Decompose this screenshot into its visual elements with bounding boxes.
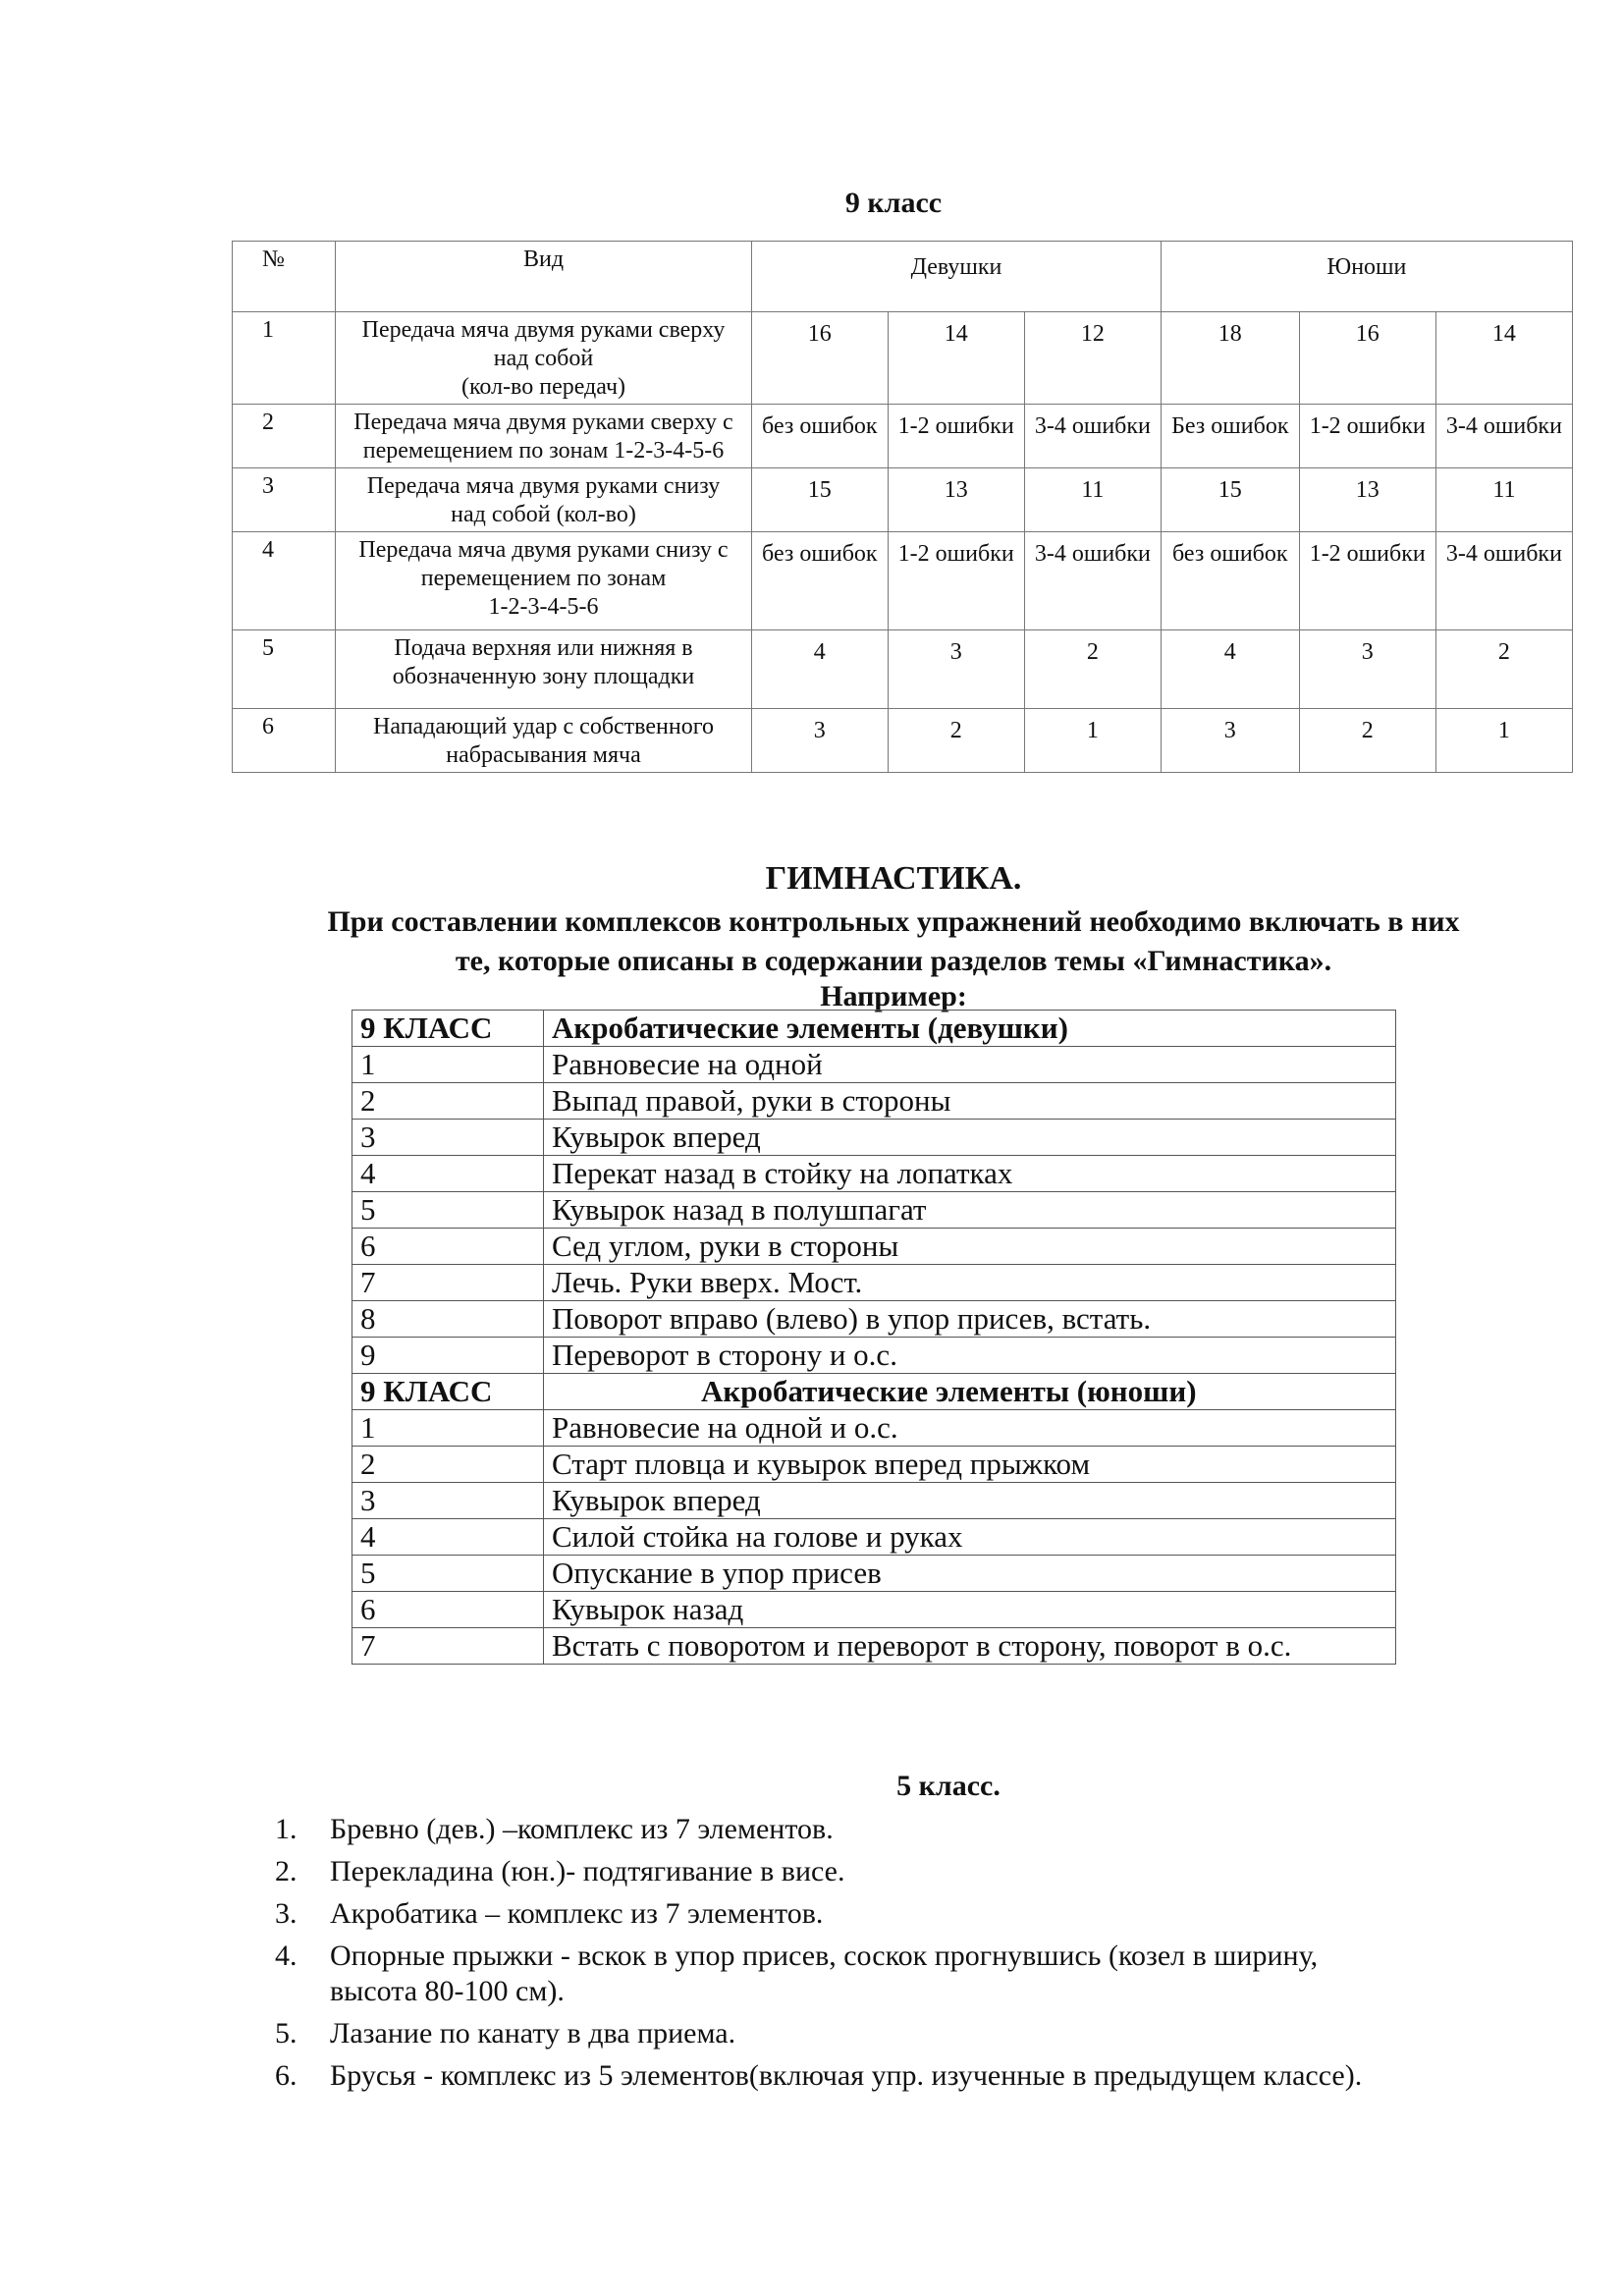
table-row — [233, 468, 1573, 532]
row-kind — [336, 312, 752, 405]
value-cell: 2 — [1024, 630, 1161, 709]
row-kind-line: 1-2-3-4-5-6 — [488, 594, 599, 620]
item-text: Кувырок вперед — [544, 1483, 1396, 1519]
list-item — [275, 1854, 1532, 1889]
value-cell: 18 — [1161, 312, 1299, 405]
class-label: 9 КЛАСС — [352, 1374, 544, 1410]
row-num: 1 — [233, 312, 336, 405]
list-item-number: 6. — [275, 2059, 298, 2092]
table-row — [233, 709, 1573, 773]
value-cell: без ошибок — [1161, 532, 1299, 630]
item-text: Кувырок вперед — [544, 1120, 1396, 1156]
item-text: Поворот вправо (влево) в упор присев, встать. — [544, 1301, 1396, 1338]
example-label: Например: — [820, 980, 967, 1012]
acrobatics-row — [352, 1156, 1396, 1192]
acrobatics-row — [352, 1120, 1396, 1156]
acrobatics-heading: Акробатические элементы (юноши) — [544, 1374, 1396, 1410]
value-cell: 14 — [1435, 312, 1572, 405]
acrobatics-row — [352, 1483, 1396, 1519]
value-cell: 3 — [1299, 630, 1435, 709]
header-kind: Вид — [336, 242, 752, 312]
row-kind-line: над собой (кол-во) — [451, 502, 636, 527]
list-item-number: 5. — [275, 2017, 298, 2050]
value-cell: 3-4 ошибки — [1435, 405, 1572, 468]
item-text: Равновесие на одной и о.с. — [544, 1410, 1396, 1447]
value-cell: 3 — [1161, 709, 1299, 773]
acrobatics-row — [352, 1192, 1396, 1229]
item-number: 4 — [352, 1156, 544, 1192]
item-number: 1 — [352, 1047, 544, 1083]
value-cell: 1 — [1024, 709, 1161, 773]
acrobatics-row — [352, 1556, 1396, 1592]
value-cell: 11 — [1024, 468, 1161, 532]
gymnastics-title: ГИМНАСТИКА. — [765, 860, 1022, 897]
class-label: 9 КЛАСС — [352, 1011, 544, 1047]
value-cell: 11 — [1435, 468, 1572, 532]
list-item-number: 2. — [275, 1855, 298, 1887]
acrobatics-header-boys — [352, 1374, 1396, 1410]
volleyball-norms-table — [232, 241, 1573, 773]
row-kind — [336, 468, 752, 532]
list-item-number: 1. — [275, 1813, 298, 1845]
item-number: 3 — [352, 1120, 544, 1156]
row-kind-line: над собой — [493, 346, 594, 371]
value-cell: 16 — [752, 312, 889, 405]
row-num: 2 — [233, 405, 336, 468]
table-row — [233, 312, 1573, 405]
value-cell: 3-4 ошибки — [1024, 405, 1161, 468]
value-cell: 16 — [1299, 312, 1435, 405]
row-kind — [336, 630, 752, 709]
row-kind — [336, 405, 752, 468]
row-num: 5 — [233, 630, 336, 709]
item-number: 4 — [352, 1519, 544, 1556]
list-item-number: 4. — [275, 1940, 298, 1972]
row-kind-line: Передача мяча двумя руками снизу — [366, 473, 721, 499]
row-kind-line: Передача мяча двумя руками снизу с — [358, 537, 729, 563]
item-number: 5 — [352, 1192, 544, 1229]
header-girls: Девушки — [752, 242, 1162, 312]
row-kind-line: набрасывания мяча — [446, 742, 641, 768]
row-kind — [336, 709, 752, 773]
value-cell: 1 — [1435, 709, 1572, 773]
table-row — [233, 630, 1573, 709]
item-text: Равновесие на одной — [544, 1047, 1396, 1083]
row-kind-line: (кол-во передач) — [460, 374, 626, 400]
gymnastics-intro-line2: те, которые описаны в содержании разделов темы «Гимнастика». — [455, 945, 1332, 977]
list-item-line: Акробатика – комплекс из 7 элементов. — [330, 1897, 824, 1930]
row-num: 4 — [233, 532, 336, 630]
item-number: 6 — [352, 1592, 544, 1628]
value-cell: 14 — [888, 312, 1024, 405]
table-header-row — [233, 242, 1573, 312]
value-cell: 2 — [1435, 630, 1572, 709]
list-item — [275, 2016, 1532, 2051]
gymnastics-intro-line1: При составлении комплексов контрольных упражнений необходимо включать в них — [327, 905, 1460, 938]
acrobatics-header-girls — [352, 1011, 1396, 1047]
row-kind-line: Передача мяча двумя руками сверху — [361, 317, 726, 343]
value-cell: без ошибок — [752, 532, 889, 630]
acrobatics-heading: Акробатические элементы (девушки) — [544, 1011, 1396, 1047]
acrobatics-row — [352, 1265, 1396, 1301]
item-text: Кувырок назад в полушпагат — [544, 1192, 1396, 1229]
row-kind — [336, 532, 752, 630]
value-cell: 13 — [1299, 468, 1435, 532]
value-cell: 1-2 ошибки — [888, 405, 1024, 468]
list-item — [275, 1812, 1532, 1847]
item-number: 3 — [352, 1483, 544, 1519]
value-cell: 4 — [1161, 630, 1299, 709]
item-text: Перекат назад в стойку на лопатках — [544, 1156, 1396, 1192]
row-kind-line: перемещением по зонам 1-2-3-4-5-6 — [362, 438, 725, 464]
value-cell: 4 — [752, 630, 889, 709]
value-cell: 3-4 ошибки — [1435, 532, 1572, 630]
item-number: 7 — [352, 1628, 544, 1665]
list-item-line: Опорные прыжки - вскок в упор присев, соскок прогнувшись (козел в ширину, — [330, 1940, 1319, 1972]
item-number: 9 — [352, 1338, 544, 1374]
value-cell: 13 — [888, 468, 1024, 532]
item-text: Выпад правой, руки в стороны — [544, 1083, 1396, 1120]
item-number: 2 — [352, 1447, 544, 1483]
row-num: 6 — [233, 709, 336, 773]
acrobatics-row — [352, 1592, 1396, 1628]
acrobatics-row — [352, 1628, 1396, 1665]
row-num: 3 — [233, 468, 336, 532]
acrobatics-row — [352, 1338, 1396, 1374]
row-kind-line: Передача мяча двумя руками сверху с — [353, 410, 733, 435]
row-kind-line: обозначенную зону площадки — [392, 664, 695, 689]
item-number: 1 — [352, 1410, 544, 1447]
acrobatics-row — [352, 1410, 1396, 1447]
value-cell: 3 — [752, 709, 889, 773]
list-item-line: Бревно (дев.) –комплекс из 7 элементов. — [330, 1813, 834, 1845]
list-item-line: Лазание по канату в два приема. — [330, 2017, 736, 2050]
value-cell: 12 — [1024, 312, 1161, 405]
value-cell: 15 — [1161, 468, 1299, 532]
acrobatics-table — [352, 1010, 1396, 1665]
table-row — [233, 405, 1573, 468]
row-kind-line: Подача верхняя или нижняя в — [394, 635, 693, 661]
value-cell: 1-2 ошибки — [1299, 405, 1435, 468]
value-cell: 1-2 ошибки — [1299, 532, 1435, 630]
list-item-line: Брусья - комплекс из 5 элементов(включая упр. изученные в предыдущем классе). — [330, 2059, 1363, 2092]
list-item-line: высота 80-100 см). — [330, 1975, 565, 2007]
item-text: Встать с поворотом и переворот в сторону, поворот в о.с. — [544, 1628, 1396, 1665]
value-cell: 2 — [1299, 709, 1435, 773]
list-item — [275, 1896, 1532, 1932]
value-cell: 3-4 ошибки — [1024, 532, 1161, 630]
acrobatics-row — [352, 1047, 1396, 1083]
list-item-line: Перекладина (юн.)- подтягивание в висе. — [330, 1855, 845, 1887]
value-cell: 3 — [888, 630, 1024, 709]
item-text: Переворот в сторону и о.с. — [544, 1338, 1396, 1374]
list-item — [275, 1939, 1532, 2009]
section-title-9-class: 9 класс — [844, 187, 943, 219]
item-text: Лечь. Руки вверх. Мост. — [544, 1265, 1396, 1301]
item-text: Опускание в упор присев — [544, 1556, 1396, 1592]
table-row — [233, 532, 1573, 630]
item-number: 8 — [352, 1301, 544, 1338]
item-number: 2 — [352, 1083, 544, 1120]
acrobatics-row — [352, 1229, 1396, 1265]
row-kind-line: Нападающий удар с собственного — [373, 714, 714, 739]
value-cell: без ошибок — [752, 405, 889, 468]
value-cell: 15 — [752, 468, 889, 532]
list-item-number: 3. — [275, 1897, 298, 1930]
value-cell: 1-2 ошибки — [888, 532, 1024, 630]
item-text: Сед углом, руки в стороны — [544, 1229, 1396, 1265]
acrobatics-row — [352, 1083, 1396, 1120]
item-number: 7 — [352, 1265, 544, 1301]
acrobatics-row — [352, 1447, 1396, 1483]
value-cell: 2 — [888, 709, 1024, 773]
header-boys: Юноши — [1161, 242, 1572, 312]
item-number: 5 — [352, 1556, 544, 1592]
item-number: 6 — [352, 1229, 544, 1265]
value-cell: Без ошибок — [1161, 405, 1299, 468]
item-text: Силой стойка на голове и руках — [544, 1519, 1396, 1556]
acrobatics-row — [352, 1519, 1396, 1556]
item-text: Кувырок назад — [544, 1592, 1396, 1628]
section-title-5-class: 5 класс. — [896, 1770, 1001, 1802]
list-item — [275, 2058, 1532, 2094]
header-num: № — [233, 242, 336, 312]
grade5-list — [275, 1812, 1532, 2101]
acrobatics-row — [352, 1301, 1396, 1338]
item-text: Старт пловца и кувырок вперед прыжком — [544, 1447, 1396, 1483]
row-kind-line: перемещением по зонам — [420, 566, 667, 591]
